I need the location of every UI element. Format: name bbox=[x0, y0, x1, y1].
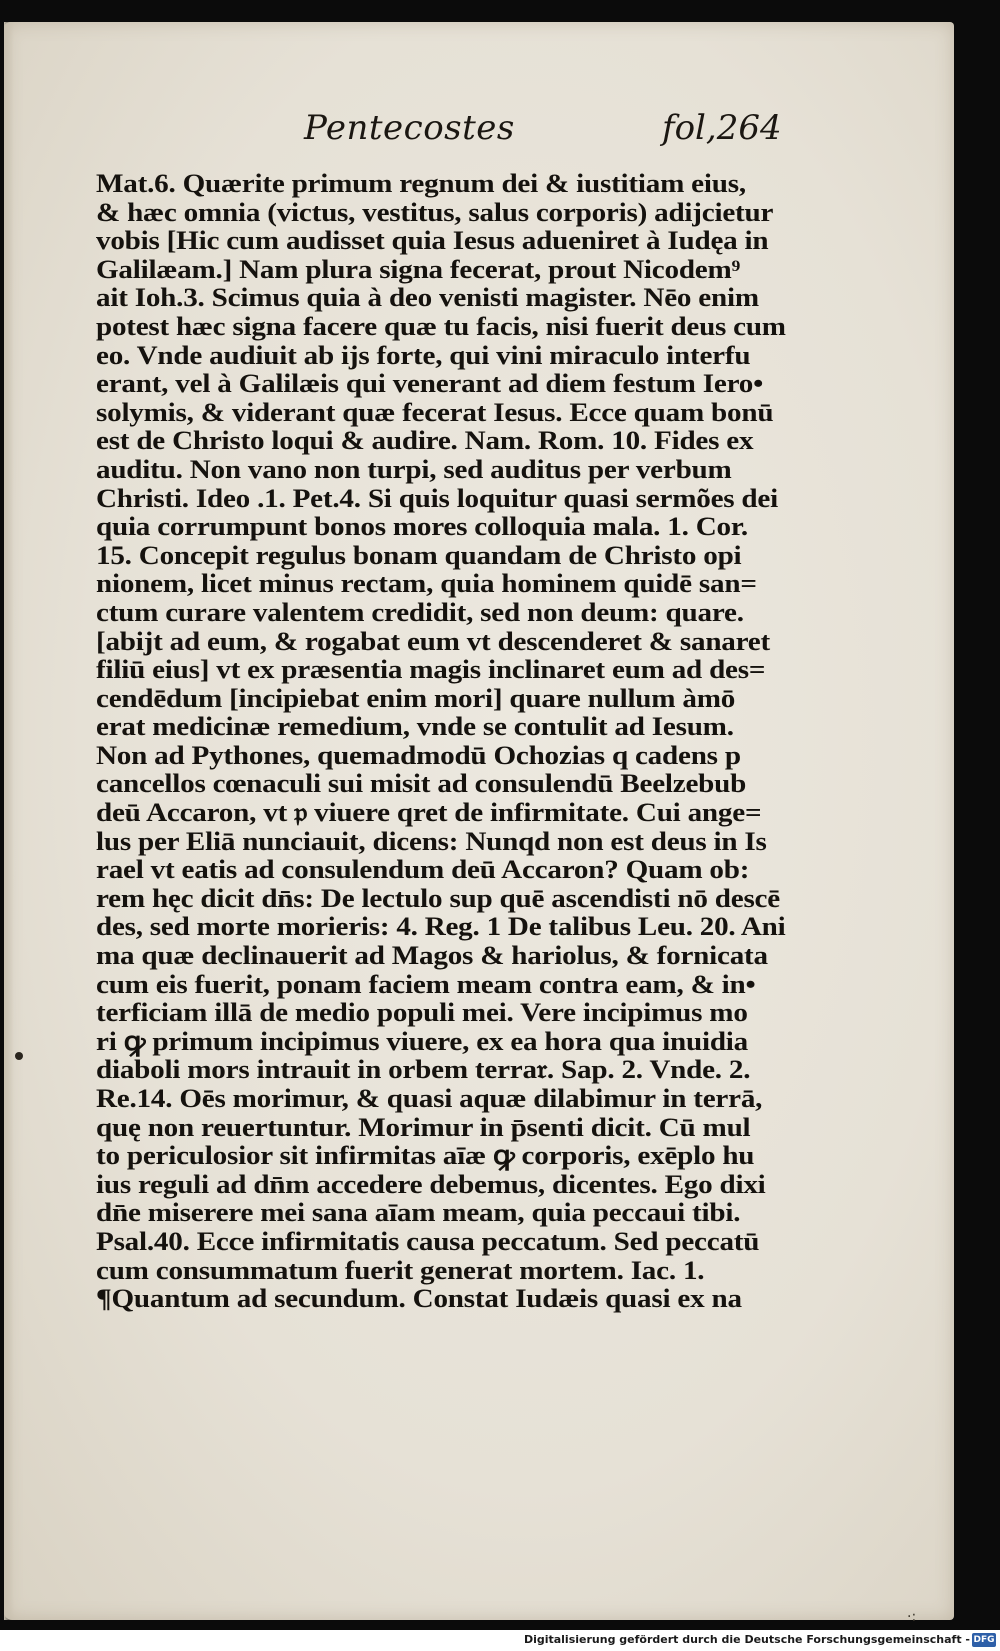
text-line: terficiam illā de medio populi mei. Vere incipimus mo bbox=[96, 998, 748, 1028]
text-line: est de Christo loqui & audire. Nam. Rom. 10. Fides ex bbox=[96, 426, 754, 456]
text-line: ma quæ declinauerit ad Magos & hariolus, & fornicata bbox=[96, 941, 768, 971]
text-line: rem hęc dicit dn̄s: De lectulo sup quē ascendisti nō descē bbox=[96, 883, 780, 913]
text-line: Non ad Pythones, quemadmodū Ochozias q cadens p bbox=[96, 740, 741, 770]
text-line: potest hæc signa facere quæ tu facis, nisi fuerit deus cum bbox=[96, 311, 786, 341]
text-line: cum consummatum fuerit generat mortem. Iac. 1. bbox=[96, 1255, 705, 1285]
folio-number: fol,264 bbox=[662, 108, 782, 148]
text-line: deū Accaron, vt 𝔭 viuere qret de infirmitate. Cui ange= bbox=[96, 798, 762, 828]
text-line: vobis [Hic cum audisset quia Iesus adueniret à Iudęa in bbox=[96, 226, 769, 256]
text-line: [abijt ad eum, & rogabat eum vt descenderet & sanaret bbox=[96, 626, 770, 656]
dfg-logo: DFG bbox=[973, 1635, 995, 1645]
text-line: erant, vel à Galilæis qui venerant ad diem festum Iero• bbox=[96, 369, 764, 399]
text-line: Psal.40. Ecce infirmitatis causa peccatum. Sed peccatū bbox=[96, 1226, 760, 1256]
text-line: 15. Concepit regulus bonam quandam de Christo opi bbox=[96, 540, 742, 570]
ink-dot-mark bbox=[15, 1052, 23, 1060]
footer-bar bbox=[0, 1630, 1000, 1651]
corner-mark: ·: bbox=[907, 1609, 917, 1625]
text-line: Christi. Ideo .1. Pet.4. Si quis loquitur quasi sermões dei bbox=[96, 483, 778, 513]
text-line: quia corrumpunt bonos mores colloquia mala. 1. Cor. bbox=[96, 512, 748, 542]
text-line: Galilæam.] Nam plura signa fecerat, prout Nicodem⁹ bbox=[96, 254, 741, 284]
text-line: eo. Vnde audiuit ab ijs forte, qui vini miraculo interfu bbox=[96, 340, 751, 370]
text-line: erat medicinæ remedium, vnde se contulit ad Iesum. bbox=[96, 712, 734, 742]
text-line: ri ꝙ primum incipimus viuere, ex ea hora qua inuidia bbox=[96, 1026, 749, 1056]
text-block bbox=[96, 170, 786, 1314]
text-line: auditu. Non vano non turpi, sed auditus per verbum bbox=[96, 454, 732, 484]
text-line: diaboli mors intrauit in orbem terra𝔯. Sap. 2. Vnde. 2. bbox=[96, 1055, 751, 1085]
text-line: cum eis fuerit, ponam faciem meam contra eam, & in• bbox=[96, 969, 756, 999]
page-edge-shadow bbox=[4, 22, 14, 1620]
text-line: ius reguli ad dn̄m accedere debemus, dicentes. Ego dixi bbox=[96, 1169, 766, 1199]
text-line: cendēdum [incipiebat enim mori] quare nullum àmō bbox=[96, 683, 736, 713]
text-line: to periculosior sit infirmitas aīæ ꝙ corporis, exēplo hu bbox=[96, 1141, 755, 1171]
text-line: solymis, & viderant quæ fecerat Iesus. Ecce quam bonū bbox=[96, 397, 774, 427]
text-line: dn̄e miserere mei sana aīam meam, quia peccaui tibi. bbox=[96, 1198, 741, 1228]
text-line: cancellos cœnaculi sui misit ad consulendū Beelzebub bbox=[96, 769, 747, 799]
text-line: quę non reuertuntur. Morimur in p̄senti dicit. Cū mul bbox=[96, 1112, 751, 1142]
text-line: nionem, licet minus rectam, quia hominem quidē san= bbox=[96, 569, 757, 599]
text-line: lus per Eliā nunciauit, dicens: Nunqd non est deus in Is bbox=[96, 826, 767, 856]
text-line: des, sed morte morieris: 4. Reg. 1 De talibus Leu. 20. Ani bbox=[96, 912, 786, 942]
running-title: Pentecostes bbox=[304, 108, 515, 148]
book-page bbox=[4, 22, 954, 1625]
text-line: & hæc omnia (victus, vestitus, salus corporis) adijcietur bbox=[96, 197, 774, 227]
text-line: filiū eius] vt ex præsentia magis inclinaret eum ad des= bbox=[96, 655, 766, 685]
text-line: ¶Quantum ad secundum. Constat Iudæis quasi ex na bbox=[96, 1284, 742, 1314]
page-header bbox=[4, 100, 954, 160]
text-line: rael vt eatis ad consulendum deū Accaron? Quam ob: bbox=[96, 855, 750, 885]
text-line: Re.14. Oēs morimur, & quasi aquæ dilabimur in terrā, bbox=[96, 1084, 763, 1113]
text-line: ait Ioh.3. Scimus quia à deo venisti magister. Nēo enim bbox=[96, 283, 759, 313]
text-line: ctum curare valentem credidit, sed non deum: quare. bbox=[96, 597, 744, 627]
funding-credit: Digitalisierung gefördert durch die Deutsche Forschungsgemeinschaft - bbox=[523, 1633, 970, 1646]
text-line: Mat.6. Quærite primum regnum dei & iustitiam eius, bbox=[96, 169, 746, 198]
